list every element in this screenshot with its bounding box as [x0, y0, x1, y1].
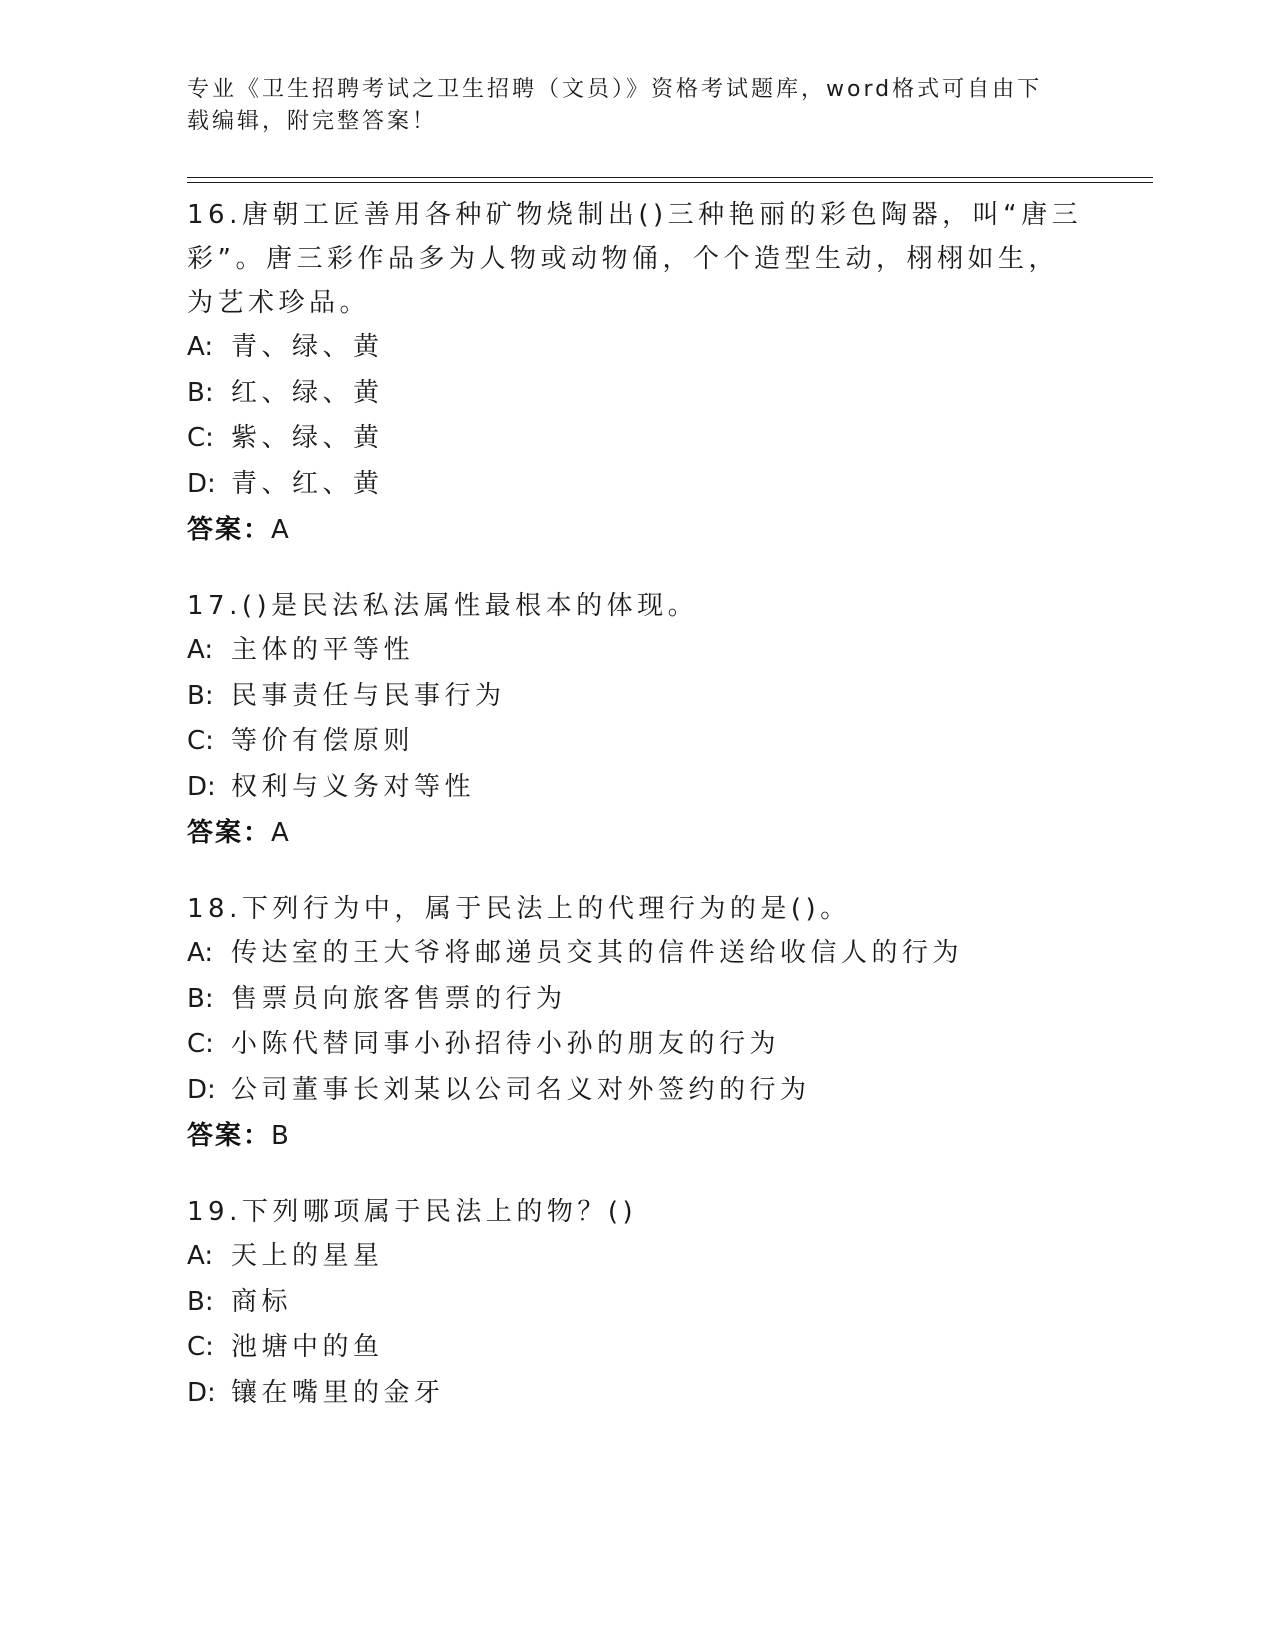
option-a: [187, 325, 1087, 371]
option-key: C:: [187, 423, 214, 453]
option-key: A:: [187, 938, 214, 968]
option-key: C:: [187, 1332, 214, 1362]
option-key: D:: [187, 771, 216, 802]
option-c: [187, 1022, 1087, 1068]
option-key: B:: [187, 680, 214, 711]
question-18: [187, 887, 1087, 1159]
option-a: [187, 931, 1087, 977]
option-b: [187, 674, 1087, 720]
option-b: [187, 1280, 1087, 1326]
option-c: [187, 416, 1087, 462]
option-d: [187, 765, 1087, 811]
page-header: 专业《卫生招聘考试之卫生招聘（文员）》资格考试题库，word格式可自由下载编辑，附完整答案！: [187, 77, 1043, 134]
question-17: [187, 584, 1087, 856]
option-text: 传达室的王大爷将邮递员交其的信件送给收信人的行为: [231, 938, 964, 968]
option-text: 民事责任与民事行为: [231, 680, 506, 711]
option-text: 青、绿、黄: [231, 332, 384, 362]
option-key: D:: [187, 468, 216, 499]
answer-value: B: [271, 1121, 291, 1151]
option-key: A:: [187, 635, 214, 665]
option-text: 权利与义务对等性: [231, 771, 476, 802]
option-text: 主体的平等性: [231, 635, 415, 665]
answer-line: [187, 507, 1087, 553]
answer-label: 答案：: [187, 515, 272, 545]
option-text: 小陈代替同事小孙招待小孙的朋友的行为: [231, 1029, 781, 1059]
question-19: [187, 1190, 1087, 1416]
option-b: [187, 977, 1087, 1023]
question-stem: 16.唐朝工匠善用各种矿物烧制出()三种艳丽的彩色陶器，叫“唐三彩”。唐三彩作品多为人物或动物俑，个个造型生动，栩栩如生，为艺术珍品。: [187, 200, 1083, 318]
option-d: [187, 1371, 1087, 1417]
answer-value: A: [271, 818, 291, 848]
answer-line: [187, 810, 1087, 856]
question-16: [187, 193, 1087, 553]
option-key: B:: [187, 983, 214, 1014]
answer-label: 答案：: [187, 818, 272, 848]
question-list: [187, 193, 1087, 1447]
question-stem: 19.下列哪项属于民法上的物？(): [187, 1197, 638, 1227]
option-text: 池塘中的鱼: [231, 1332, 384, 1362]
answer-label: 答案：: [187, 1121, 272, 1151]
option-text: 镶在嘴里的金牙: [231, 1377, 445, 1408]
option-key: A:: [187, 332, 214, 362]
header-rule-top: [187, 177, 1153, 178]
option-key: B:: [187, 377, 214, 408]
option-a: [187, 628, 1087, 674]
option-text: 天上的星星: [231, 1241, 384, 1271]
option-text: 紫、绿、黄: [231, 423, 384, 453]
option-c: [187, 1325, 1087, 1371]
answer-line: [187, 1113, 1087, 1159]
option-text: 等价有偿原则: [231, 726, 415, 756]
option-text: 红、绿、黄: [231, 377, 384, 408]
option-text: 商标: [231, 1286, 293, 1317]
option-text: 售票员向旅客售票的行为: [231, 983, 567, 1014]
option-key: C:: [187, 726, 214, 756]
header-rule-bottom: [187, 182, 1153, 183]
option-key: A:: [187, 1241, 214, 1271]
option-d: [187, 1068, 1087, 1114]
question-stem: 18.下列行为中，属于民法上的代理行为的是()。: [187, 894, 851, 924]
option-b: [187, 371, 1087, 417]
option-key: B:: [187, 1286, 214, 1317]
option-key: D:: [187, 1074, 216, 1105]
answer-value: A: [271, 515, 291, 545]
option-key: D:: [187, 1377, 216, 1408]
option-text: 公司董事长刘某以公司名义对外签约的行为: [231, 1074, 811, 1105]
option-d: [187, 462, 1087, 508]
question-stem: 17.()是民法私法属性最根本的体现。: [187, 591, 699, 621]
option-text: 青、红、黄: [231, 468, 384, 499]
option-c: [187, 719, 1087, 765]
option-key: C:: [187, 1029, 214, 1059]
option-a: [187, 1234, 1087, 1280]
